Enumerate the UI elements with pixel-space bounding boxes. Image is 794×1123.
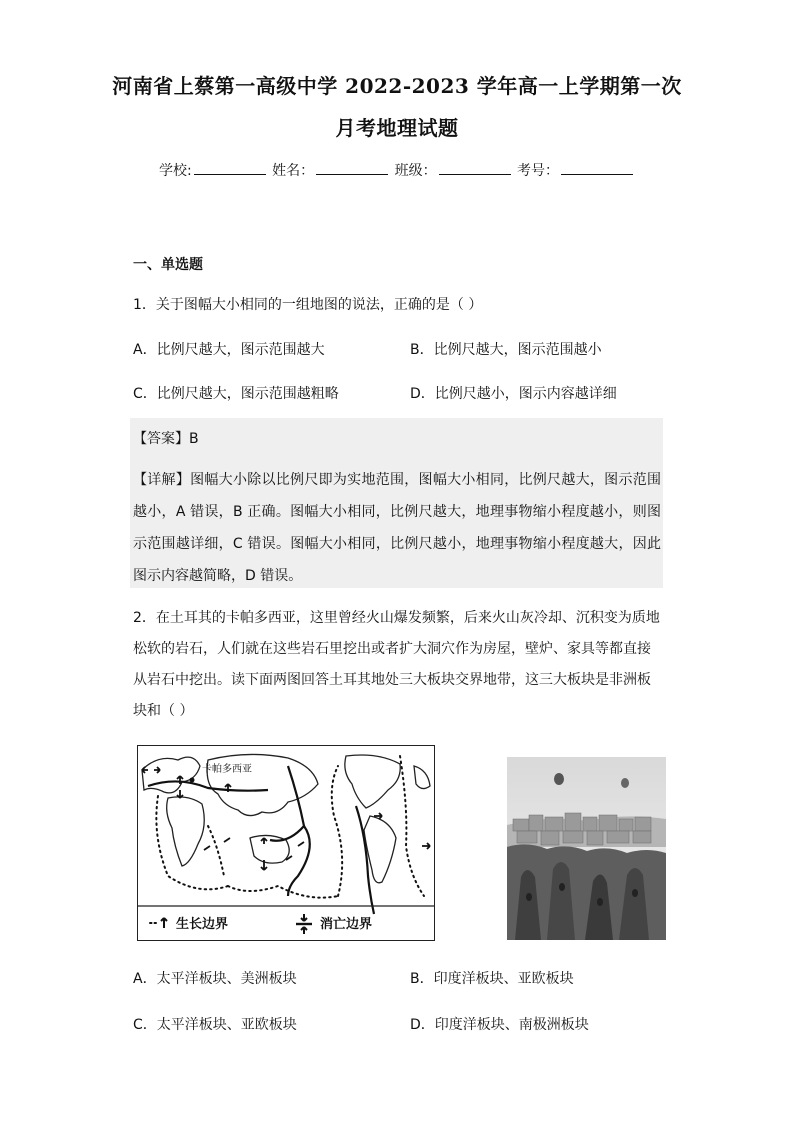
q1-option-d: D．比例尺越小，图示内容越详细: [410, 386, 617, 402]
north-america-outline: [345, 755, 400, 808]
section-title: 一、单选题: [133, 257, 203, 273]
exam-number-blank[interactable]: [561, 162, 633, 175]
plate-boundary-map: [137, 745, 435, 941]
balloon-icon: [621, 778, 629, 788]
name-blank[interactable]: [316, 162, 388, 175]
growth-boundary-mid-atlantic: [400, 756, 424, 896]
growth-arrow-2: [422, 843, 430, 849]
name-label: 姓名：: [272, 163, 315, 179]
q2-option-b: B．印度洋板块、亚欧板块: [410, 971, 574, 987]
q1-detail: 【详解】图幅大小除以比例尺即为实地范围，图幅大小相同，比例尺越大，图示范围越小，A 错误，B 正确。图幅大小相同，比例尺越大，地理事物缩小程度越小，则图示范围越详细，C 错误。图幅大小相同，比例尺越小，地理事物缩小程度越大，因此图示内容越简略，D 错误。: [133, 472, 661, 584]
legend-growth-boundary: 生长边界: [176, 917, 229, 932]
q1-option-c: C．比例尺越大，图示范围越粗略: [133, 386, 339, 402]
cappadocia-marker: [190, 778, 195, 783]
class-blank[interactable]: [439, 162, 511, 175]
page-title-line2: 月考地理试题: [335, 116, 459, 140]
q2-stem: 2．在土耳其的卡帕多西亚，这里曾经火山爆发频繁，后来火山灰冷却、沉积变为质地松软的岩石，人们就在这些岩石里挖出或者扩大洞穴作为房屋，壁炉、家具等都直接从岩石中挖出。读下面两图回答土耳其地处三大板块交界地带，这三大板块是非洲板块和（ ）: [133, 610, 660, 719]
balloon-icon: [554, 773, 564, 785]
q1-stem: 1．关于图幅大小相同的一组地图的说法，正确的是（ ）: [133, 297, 483, 313]
page-title-line1: 河南省上蔡第一高级中学 2022-2023 学年高一上学期第一次: [112, 74, 682, 98]
legend-subduction-boundary: 消亡边界: [320, 917, 373, 932]
cappadocia-photo: [507, 757, 666, 940]
growth-boundary-east-pacific: [332, 766, 342, 896]
growth-boundary-indian: [208, 826, 224, 876]
plate-map-figure: [138, 746, 434, 940]
q1-answer: 【答案】B: [133, 431, 199, 447]
school-blank[interactable]: [194, 162, 266, 175]
growth-arrow-1: [142, 767, 160, 773]
q1-option-a: A．比例尺越大，图示范围越大: [133, 342, 325, 358]
student-info-row: [0, 160, 794, 180]
growth-boundary-antarctic: [228, 886, 338, 898]
class-label: 班级：: [394, 163, 437, 179]
africa-outline: [167, 797, 205, 866]
europe-outline: [142, 757, 200, 793]
cappadocia-photo-illustration: [507, 757, 666, 940]
q1-option-b: B．比例尺越大，图示范围越小: [410, 342, 602, 358]
subduction-boundary-eurasia: [148, 781, 268, 790]
exam-number-label: 考号：: [517, 163, 560, 179]
greenland-outline: [414, 766, 430, 789]
q2-option-a: A．太平洋板块、美洲板块: [133, 971, 297, 987]
subduction-boundary-andes: [356, 806, 374, 914]
cappadocia-label: 卡帕多西亚: [202, 764, 252, 775]
q2-option-d: D．印度洋板块、南极洲板块: [410, 1017, 589, 1033]
school-label: 学校:: [158, 163, 192, 179]
q2-option-c: C．太平洋板块、亚欧板块: [133, 1017, 297, 1033]
subduction-arrow-3: [261, 838, 267, 870]
